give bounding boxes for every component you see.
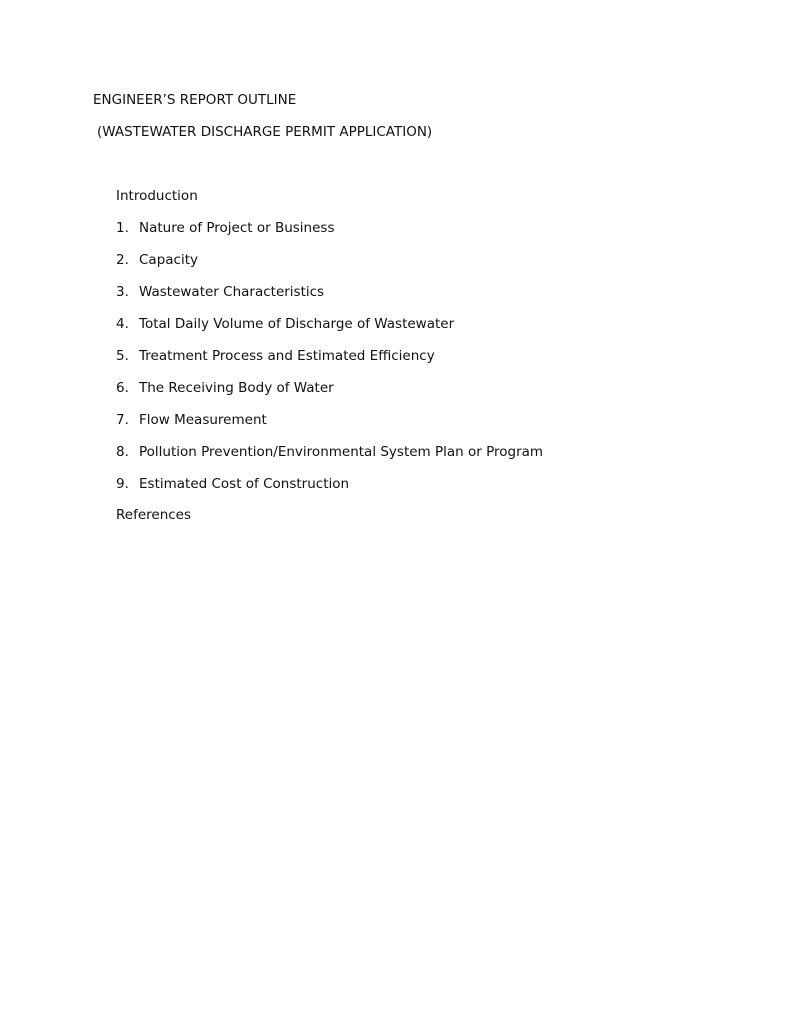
- outline-item-number: 6.: [116, 380, 129, 396]
- outline-item: [116, 379, 543, 411]
- page-title: ENGINEER’S REPORT OUTLINE: [93, 92, 297, 108]
- outline-item-number: 4.: [116, 316, 129, 332]
- outline-item-number: 3.: [116, 284, 129, 300]
- outline-item-number: 5.: [116, 348, 129, 364]
- outline-item-text: Wastewater Characteristics: [139, 284, 325, 300]
- outline-item: [116, 315, 543, 347]
- outline-item-number: 1.: [116, 220, 129, 236]
- outline-item-text: Total Daily Volume of Discharge of Wastewater: [139, 316, 455, 332]
- outline-item-number: 2.: [116, 252, 129, 268]
- outline-item-text: Flow Measurement: [139, 412, 267, 428]
- outline-item: [116, 475, 543, 506]
- outline-item: [116, 411, 543, 443]
- page-subtitle: (WASTEWATER DISCHARGE PERMIT APPLICATION): [97, 124, 433, 140]
- outline-item: [116, 251, 543, 283]
- outline-intro: Introduction: [116, 188, 198, 204]
- outline-item-number: 7.: [116, 412, 129, 428]
- outline-item-text: Capacity: [139, 252, 198, 268]
- outline-item-text: The Receiving Body of Water: [139, 380, 334, 396]
- outline-item: [116, 283, 543, 315]
- outline-item-text: Nature of Project or Business: [139, 220, 335, 236]
- outline-item-text: Estimated Cost of Construction: [139, 476, 350, 492]
- outline-list: [116, 187, 543, 538]
- outline-item: [116, 347, 543, 379]
- outline-item: [116, 219, 543, 251]
- outline-item-text: Pollution Prevention/Environmental System Plan or Program: [139, 444, 544, 460]
- outline-references: References: [116, 507, 192, 523]
- outline-item-number: 8.: [116, 444, 129, 460]
- outline-item: [116, 443, 543, 475]
- outline-item-number: 9.: [116, 476, 129, 492]
- outline-item-text: Treatment Process and Estimated Efficiency: [139, 348, 435, 364]
